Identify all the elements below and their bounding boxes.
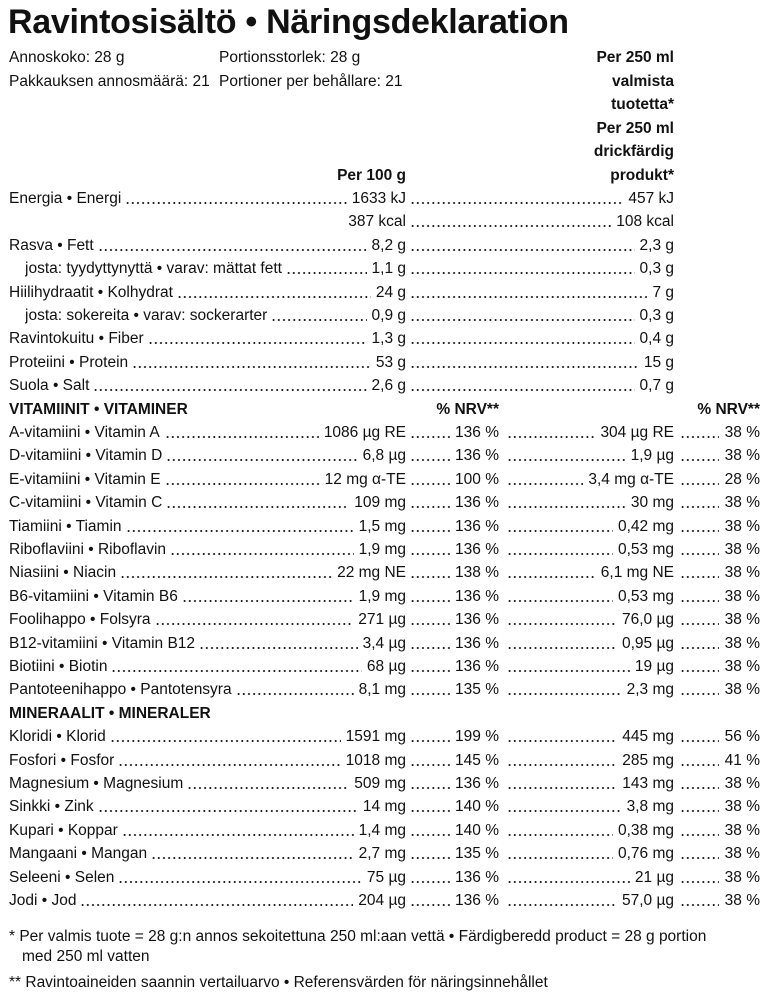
table-row <box>0 515 770 539</box>
nrv-per-250ml: 38 % <box>724 611 760 629</box>
serving-size-fi: Annoskoko: 28 g <box>9 49 125 66</box>
prepared-header-line: drickfärdig <box>593 143 674 160</box>
value-per-250ml: 0,95 µg <box>621 634 674 652</box>
table-row <box>0 444 770 468</box>
table-row <box>0 187 770 211</box>
minerals-section-title: MINERAALIT • MINERALER <box>9 704 211 722</box>
row-label: Jodi • Jod <box>9 892 77 909</box>
row-label: josta: sokereita • varav: sockerarter <box>25 307 268 324</box>
table-row <box>0 374 770 398</box>
row-label: D-vitamiini • Vitamin D <box>9 447 163 465</box>
row-label: Fosfori • Fosfor <box>9 751 115 769</box>
value-per-100g: 1,4 mg <box>358 821 406 839</box>
value-per-250ml: 0,42 mg <box>617 517 674 535</box>
value-per-250ml: 57,0 µg <box>621 892 674 909</box>
nrv-per-250ml: 38 % <box>724 798 760 816</box>
nrv-per-250ml: 38 % <box>724 821 760 839</box>
footnote-prepared-line1: * Per valmis tuote = 28 g:n annos sekoitettuna 250 ml:aan vettä • Färdigberedd product = 28 g portion <box>9 928 707 945</box>
nrv-header-per-250ml: % NRV** <box>697 400 760 418</box>
table-row <box>0 585 770 609</box>
nrv-per-250ml: 41 % <box>724 751 760 769</box>
value-per-250ml: 0,4 g <box>639 330 674 348</box>
value-per-250ml: 30 mg <box>630 494 674 512</box>
value-per-100g: 509 mg <box>354 775 406 792</box>
value-per-250ml: 108 kcal <box>616 213 674 231</box>
table-row <box>0 725 770 749</box>
nrv-per-100g: 136 % <box>455 447 499 465</box>
nrv-per-250ml: 38 % <box>724 681 760 699</box>
prepared-header-line: Per 250 ml <box>596 49 674 66</box>
value-per-100g: 204 µg <box>358 892 406 909</box>
row-label: B12-vitamiini • Vitamin B12 <box>9 634 196 652</box>
value-per-250ml: 3,8 mg <box>626 798 674 816</box>
servings-per-pack-sv: Portioner per behållare: 21 <box>219 73 403 90</box>
value-per-250ml: 1,9 µg <box>630 447 674 465</box>
row-label: Mangaani • Mangan <box>9 845 148 863</box>
row-label: Suola • Salt <box>9 377 90 395</box>
nrv-per-100g: 138 % <box>455 564 499 582</box>
table-row <box>0 819 770 843</box>
nrv-header-per-100g: % NRV** <box>436 400 499 418</box>
value-per-250ml: 0,53 mg <box>617 541 674 558</box>
row-label: Kupari • Koppar <box>9 821 118 839</box>
nrv-per-250ml: 38 % <box>724 658 760 675</box>
value-per-100g: 387 kcal <box>348 213 406 231</box>
nrv-per-100g: 136 % <box>455 541 499 558</box>
value-per-250ml: 76,0 µg <box>621 611 674 629</box>
nrv-per-100g: 136 % <box>455 658 499 675</box>
row-label: josta: tyydyttynyttä • varav: mättat fett <box>25 260 282 278</box>
row-label: Hiilihydraatit • Kolhydrat <box>9 283 173 301</box>
table-row <box>0 327 770 351</box>
row-label: Sinkki • Zink <box>9 798 94 816</box>
row-label: Tiamiini • Tiamin <box>9 517 122 535</box>
value-per-100g: 1018 mg <box>345 751 406 769</box>
row-label: A-vitamiini • Vitamin A <box>9 424 160 441</box>
value-per-100g: 1,9 mg <box>358 587 406 605</box>
value-per-100g: 1,5 mg <box>358 517 406 535</box>
table-row <box>0 304 770 328</box>
table-row <box>0 608 770 632</box>
vitamins-section-title: VITAMIINIT • VITAMINER <box>9 400 188 418</box>
value-per-100g: 109 mg <box>354 494 406 512</box>
value-per-100g: 53 g <box>375 353 406 371</box>
table-row <box>0 749 770 773</box>
value-per-250ml: 285 mg <box>622 751 674 769</box>
minerals-section <box>0 702 770 726</box>
row-label: Biotiini • Biotin <box>9 658 108 675</box>
nrv-per-250ml: 38 % <box>724 868 760 886</box>
value-per-100g: 1086 µg RE <box>323 424 406 441</box>
table-row <box>0 281 770 305</box>
prepared-header-line: valmista <box>611 72 674 90</box>
table-row <box>0 632 770 656</box>
nrv-per-100g: 135 % <box>455 681 499 699</box>
row-label: Energia • Energi <box>9 190 122 207</box>
table-row <box>0 538 770 562</box>
value-per-100g: 2,7 mg <box>358 845 406 863</box>
value-per-250ml: 0,38 mg <box>617 821 674 839</box>
value-per-100g: 1633 kJ <box>351 190 406 207</box>
table-row <box>0 889 770 913</box>
table-row <box>0 842 770 866</box>
nrv-per-100g: 136 % <box>455 494 499 512</box>
table-row <box>0 421 770 445</box>
value-per-250ml: 0,3 g <box>639 260 674 278</box>
prepared-header <box>514 46 674 187</box>
row-label: Kloridi • Klorid <box>9 728 106 746</box>
footnote-prepared-line2: med 250 ml vatten <box>22 948 150 965</box>
value-per-100g: 8,1 mg <box>358 681 406 699</box>
value-per-250ml: 2,3 g <box>639 236 674 254</box>
nrv-per-100g: 136 % <box>455 424 499 441</box>
value-per-250ml: 0,53 mg <box>617 587 674 605</box>
nrv-per-100g: 136 % <box>455 517 499 535</box>
table-row <box>0 491 770 515</box>
value-per-100g: 24 g <box>375 283 406 301</box>
nrv-per-250ml: 38 % <box>724 424 760 441</box>
row-label: Riboflaviini • Riboflavin <box>9 541 167 558</box>
value-per-100g: 75 µg <box>366 868 406 886</box>
value-per-250ml: 6,1 mg NE <box>600 564 674 582</box>
table-row <box>0 772 770 796</box>
nrv-per-100g: 140 % <box>455 821 499 839</box>
nrv-per-100g: 136 % <box>455 634 499 652</box>
value-per-100g: 68 µg <box>366 658 406 675</box>
table-row <box>0 210 770 234</box>
value-per-100g: 1591 mg <box>345 728 406 746</box>
row-label: Proteiini • Protein <box>9 353 129 371</box>
prepared-header-line: produkt* <box>610 166 674 184</box>
table-row <box>0 234 770 258</box>
value-per-250ml: 304 µg RE <box>600 424 674 441</box>
nrv-per-100g: 136 % <box>455 868 499 886</box>
table-row <box>0 351 770 375</box>
nrv-per-100g: 136 % <box>455 892 499 909</box>
value-per-250ml: 445 mg <box>622 728 674 746</box>
table-row <box>0 678 770 702</box>
value-per-250ml: 457 kJ <box>628 190 674 207</box>
nrv-per-100g: 136 % <box>455 587 499 605</box>
table-row <box>0 795 770 819</box>
nrv-per-250ml: 38 % <box>724 564 760 582</box>
row-label: Rasva • Fett <box>9 236 94 254</box>
nrv-per-250ml: 38 % <box>724 892 760 909</box>
nrv-per-250ml: 38 % <box>724 634 760 652</box>
table-row <box>0 561 770 585</box>
value-per-100g: 6,8 µg <box>362 447 406 465</box>
row-label: Ravintokuitu • Fiber <box>9 330 144 348</box>
nrv-per-250ml: 38 % <box>724 775 760 792</box>
nrv-per-100g: 199 % <box>455 728 499 746</box>
nrv-per-250ml: 38 % <box>724 447 760 465</box>
row-label: B6-vitamiini • Vitamin B6 <box>9 587 178 605</box>
value-per-100g: 0,9 g <box>371 307 406 324</box>
value-per-100g: 1,3 g <box>371 330 406 348</box>
serving-size-sv: Portionsstorlek: 28 g <box>219 49 361 66</box>
value-per-100g: 2,6 g <box>371 377 406 395</box>
nrv-per-250ml: 38 % <box>724 587 760 605</box>
value-per-100g: 22 mg NE <box>337 564 406 582</box>
vitamins-section <box>0 398 770 422</box>
value-per-250ml: 7 g <box>652 283 674 301</box>
table-row <box>0 655 770 679</box>
servings-per-pack-fi: Pakkauksen annosmäärä: 21 <box>9 73 210 90</box>
row-label: Foolihappo • Folsyra <box>9 611 151 629</box>
value-per-100g: 3,4 µg <box>362 634 406 652</box>
footnote-prepared <box>9 927 706 967</box>
value-per-100g: 12 mg α-TE <box>324 470 406 488</box>
page-title: Ravintosisältö • Näringsdeklaration <box>8 3 569 41</box>
row-label: Niasiini • Niacin <box>9 564 117 582</box>
row-label: E-vitamiini • Vitamin E <box>9 470 161 488</box>
value-per-250ml: 2,3 mg <box>626 681 674 699</box>
value-per-100g: 8,2 g <box>371 236 406 254</box>
value-per-100g: 1,1 g <box>371 260 406 278</box>
value-per-100g: 14 mg <box>362 798 406 816</box>
value-per-250ml: 0,3 g <box>639 307 674 324</box>
nrv-per-250ml: 38 % <box>724 517 760 535</box>
value-per-250ml: 15 g <box>643 353 674 371</box>
nrv-per-250ml: 28 % <box>724 470 760 488</box>
nrv-per-100g: 135 % <box>455 845 499 863</box>
row-label: C-vitamiini • Vitamin C <box>9 494 163 512</box>
prepared-header-line: Per 250 ml <box>596 119 674 137</box>
value-per-250ml: 0,7 g <box>639 377 674 395</box>
row-label: Magnesium • Magnesium <box>9 775 184 792</box>
nrv-per-100g: 140 % <box>455 798 499 816</box>
nrv-per-250ml: 38 % <box>724 494 760 512</box>
nrv-per-100g: 100 % <box>455 470 499 488</box>
value-per-250ml: 3,4 mg α-TE <box>588 470 674 488</box>
table-row <box>0 468 770 492</box>
nrv-per-100g: 136 % <box>455 775 499 792</box>
nrv-per-250ml: 56 % <box>724 728 760 746</box>
nrv-per-250ml: 38 % <box>724 541 760 558</box>
value-per-250ml: 21 µg <box>634 868 674 886</box>
table-row <box>0 866 770 890</box>
value-per-100g: 1,9 mg <box>358 541 406 558</box>
prepared-header-line: tuotetta* <box>611 96 674 113</box>
row-label: Seleeni • Selen <box>9 868 115 886</box>
nrv-per-250ml: 38 % <box>724 845 760 863</box>
value-per-250ml: 19 µg <box>634 658 674 675</box>
per-100g-header: Per 100 g <box>337 167 406 184</box>
nrv-per-100g: 136 % <box>455 611 499 629</box>
row-label: Pantoteenihappo • Pantotensyra <box>9 681 232 699</box>
table-row <box>0 257 770 281</box>
value-per-250ml: 143 mg <box>622 775 674 792</box>
footnote-nrv: ** Ravintoaineiden saannin vertailuarvo • Referensvärden för näringsinnehållet <box>9 974 548 991</box>
value-per-100g: 271 µg <box>358 611 406 629</box>
nrv-per-100g: 145 % <box>455 751 499 769</box>
value-per-250ml: 0,76 mg <box>617 845 674 863</box>
